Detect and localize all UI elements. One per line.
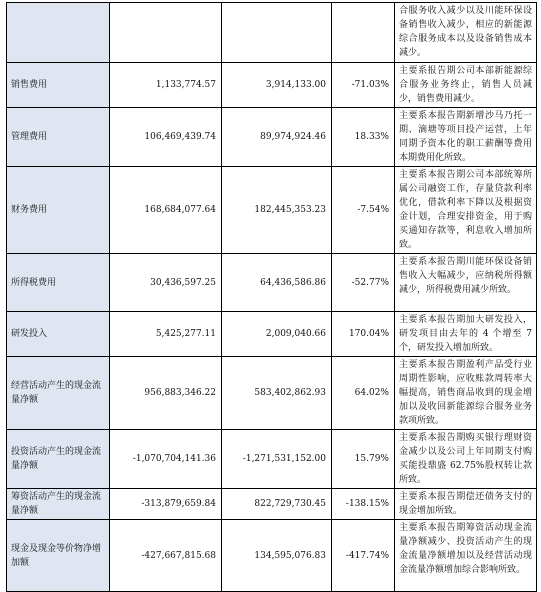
change-rate-cell: 18.33% xyxy=(332,108,395,167)
current-period-cell: -427,667,815.68 xyxy=(110,520,222,592)
previous-period-cell: 822,729,730.45 xyxy=(222,489,332,520)
table-row xyxy=(7,520,537,592)
current-period-cell: -313,879,659.84 xyxy=(110,489,222,520)
reason-cell: 主要系本报告期公司本部统筹所属公司融资工作，存量贷款利率优化，借款利率下降以及根据资金计划，合理安排资金，用于购买通知存款等，利息收入增加所致。 xyxy=(395,167,537,254)
previous-period-cell: 2,009,040.66 xyxy=(222,312,332,357)
reason-cell: 主要系报告期公司本部新能源综合服务业务终止，销售人员减少，销售费用减少。 xyxy=(395,63,537,108)
previous-period-cell: 134,595,076.83 xyxy=(222,520,332,592)
previous-period-cell: 3,914,133.00 xyxy=(222,63,332,108)
current-period-cell: 5,425,277.11 xyxy=(110,312,222,357)
item-cell: 现金及现金等价物净增加额 xyxy=(7,520,110,592)
current-period-cell xyxy=(110,3,222,63)
reason-cell: 主要系本报告期购买银行理财资金减少以及公司上年同期支付购买能投鼎盛 62.75%股权转让款所致。 xyxy=(395,430,537,489)
change-rate-cell: 15.79% xyxy=(332,430,395,489)
table-row xyxy=(7,167,537,254)
current-period-cell: 956,883,346.22 xyxy=(110,357,222,430)
item-cell: 财务费用 xyxy=(7,167,110,254)
table-row xyxy=(7,254,537,312)
previous-period-cell: 89,974,924.46 xyxy=(222,108,332,167)
reason-cell: 主要系本报告期新增沙马乃托一期、滴塘等项目投产运营，上年同期予资本化的职工薪酬等费用本期费用化所致。 xyxy=(395,108,537,167)
change-rate-cell: 64.02% xyxy=(332,357,395,430)
change-rate-cell: 170.04% xyxy=(332,312,395,357)
item-cell: 管理费用 xyxy=(7,108,110,167)
previous-period-cell xyxy=(222,3,332,63)
current-period-cell: 106,469,439.74 xyxy=(110,108,222,167)
change-rate-cell: -7.54% xyxy=(332,167,395,254)
table-row xyxy=(7,489,537,520)
current-period-cell: -1,070,704,141.36 xyxy=(110,430,222,489)
item-cell: 经营活动产生的现金流量净额 xyxy=(7,357,110,430)
item-cell: 筹资活动产生的现金流量净额 xyxy=(7,489,110,520)
item-cell: 所得税费用 xyxy=(7,254,110,312)
previous-period-cell: 64,436,586.86 xyxy=(222,254,332,312)
item-cell: 销售费用 xyxy=(7,63,110,108)
table-row xyxy=(7,430,537,489)
table-row xyxy=(7,108,537,167)
item-cell xyxy=(7,3,110,63)
previous-period-cell: 583,402,862.93 xyxy=(222,357,332,430)
current-period-cell: 1,133,774.57 xyxy=(110,63,222,108)
reason-cell: 主要系本报告期川能环保设备销售收入大幅减少，应纳税所得额减少，所得税费用减少所致。 xyxy=(395,254,537,312)
change-rate-cell: -71.03% xyxy=(332,63,395,108)
reason-cell: 合服务收入减少以及川能环保设备销售收入减少，相应的新能源综合服务成本以及设备销售成本减少。 xyxy=(395,3,537,63)
table-row xyxy=(7,63,537,108)
current-period-cell: 168,684,077.64 xyxy=(110,167,222,254)
table-row xyxy=(7,3,537,63)
reason-cell: 主要系本报告期加大研发投入，研发项目由去年的 4 个增至 7 个，研发投入增加所致。 xyxy=(395,312,537,357)
reason-cell: 主要系本报告期筹资活动现金流量净额减少、投资活动产生的现金流量净额增加以及经营活动现金流量净额增加综合影响所致。 xyxy=(395,520,537,592)
change-rate-cell: -417.74% xyxy=(332,520,395,592)
reason-cell: 主要系本报告期偿还债务支付的现金增加所致。 xyxy=(395,489,537,520)
item-cell: 研发投入 xyxy=(7,312,110,357)
previous-period-cell: 182,445,353.23 xyxy=(222,167,332,254)
change-rate-cell: -138.15% xyxy=(332,489,395,520)
financial-change-table xyxy=(6,2,537,592)
change-rate-cell xyxy=(332,3,395,63)
table-row xyxy=(7,357,537,430)
change-rate-cell: -52.77% xyxy=(332,254,395,312)
reason-cell: 主要系本报告期盈利产品受行业周期性影响，应收账款周转率大幅提高，销售商品收到的现金增加以及收回新能源综合服务业务款项所致。 xyxy=(395,357,537,430)
current-period-cell: 30,436,597.25 xyxy=(110,254,222,312)
item-cell: 投资活动产生的现金流量净额 xyxy=(7,430,110,489)
previous-period-cell: -1,271,531,152.00 xyxy=(222,430,332,489)
table-row xyxy=(7,312,537,357)
